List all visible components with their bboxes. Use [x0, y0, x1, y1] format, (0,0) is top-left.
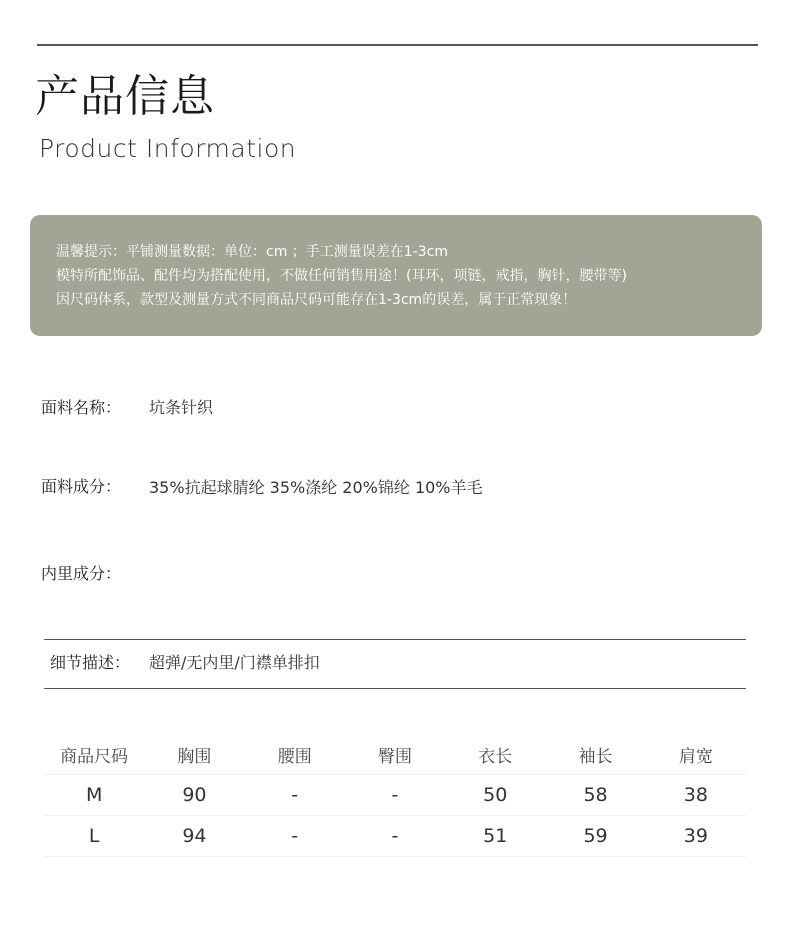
table-cell: 90 [144, 775, 244, 816]
table-cell: 59 [545, 816, 645, 857]
fabric-name-value: 坑条针织 [149, 398, 214, 417]
table-cell: 38 [646, 775, 746, 816]
header-size: 商品尺码 [44, 734, 144, 775]
page-title: 产品信息 [35, 71, 215, 122]
table-row [44, 775, 746, 816]
details-top-divider [44, 639, 746, 640]
lining-composition-label: 内里成分： [41, 564, 122, 583]
details-bottom-divider [44, 688, 746, 689]
table-cell: - [245, 816, 345, 857]
notice-box [30, 215, 762, 336]
top-divider [37, 44, 758, 46]
table-cell: L [44, 816, 144, 857]
header-waist: 腰围 [245, 734, 345, 775]
fabric-composition-value: 35%抗起球腈纶 35%涤纶 20%锦纶 10%羊毛 [149, 478, 483, 497]
notice-line-1: 温馨提示：平铺测量数据：单位：cm ；手工测量误差在1-3cm [56, 244, 448, 260]
details-value: 超弹/无内里/门襟单排扣 [149, 653, 320, 672]
table-cell: 58 [545, 775, 645, 816]
header-hip: 臀围 [345, 734, 445, 775]
table-cell: M [44, 775, 144, 816]
table-cell: - [345, 775, 445, 816]
table-cell: 51 [445, 816, 545, 857]
header-shoulder: 肩宽 [646, 734, 746, 775]
table-cell: 39 [646, 816, 746, 857]
notice-line-2: 模特所配饰品、配件均为搭配使用，不做任何销售用途！(耳环，项链，戒指，胸针，腰带等) [56, 268, 627, 284]
header-chest: 胸围 [144, 734, 244, 775]
table-row [44, 816, 746, 857]
header-sleeve: 袖长 [545, 734, 645, 775]
table-cell: 50 [445, 775, 545, 816]
page-subtitle: Product Information [39, 134, 297, 163]
details-label: 细节描述： [50, 653, 131, 672]
size-table-header-row [44, 734, 746, 775]
fabric-name-label: 面料名称： [41, 398, 122, 417]
table-cell: - [345, 816, 445, 857]
fabric-composition-label: 面料成分： [41, 477, 122, 496]
header-length: 衣长 [445, 734, 545, 775]
table-cell: 94 [144, 816, 244, 857]
notice-line-3: 因尺码体系，款型及测量方式不同商品尺码可能存在1-3cm的误差，属于正常现象！ [56, 292, 577, 308]
table-cell: - [245, 775, 345, 816]
size-table [44, 734, 746, 857]
